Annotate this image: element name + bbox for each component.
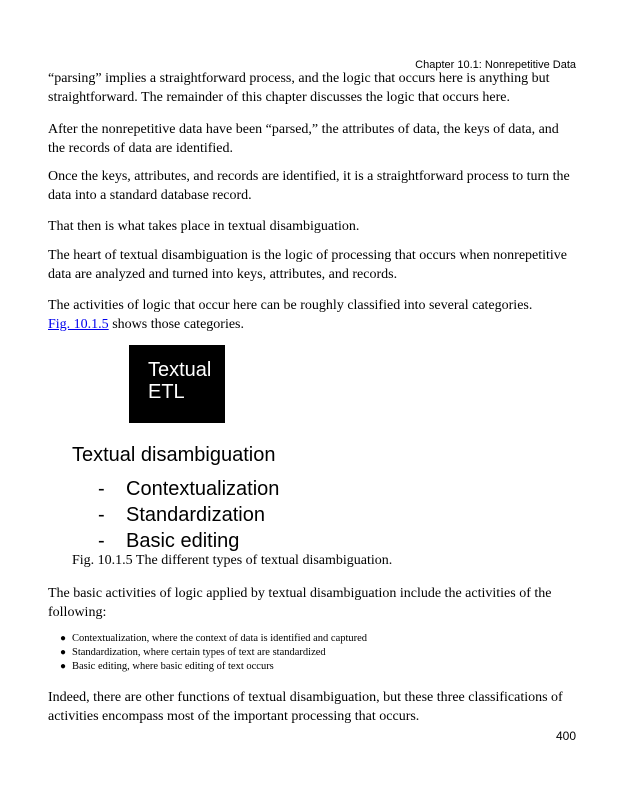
textual-etl-line1: Textual	[148, 359, 212, 381]
paragraph-basic-activities: The basic activities of logic applied by textual disambiguation include the activities of the following:	[48, 586, 552, 620]
paragraph-keys-identified: Once the keys, attributes, and records are identified, it is a straightforward process to turn the data into a standard database record.	[48, 169, 570, 203]
figure-category-item	[98, 530, 239, 553]
page-number: 400	[555, 729, 576, 743]
figure-link[interactable]: Fig. 10.1.5	[48, 316, 109, 332]
bullet-dot-icon: ●	[60, 661, 67, 672]
textual-etl-label	[148, 359, 211, 403]
bullet-item	[60, 632, 367, 646]
bullet-item	[60, 660, 367, 674]
paragraph-parsing: “parsing” implies a straightforward process, and the logic that occurs here is anything but straightforward. The remainder of this chapter discusses the logic that occurs here.	[48, 71, 550, 105]
figure-heading: Textual disambiguation	[72, 444, 276, 466]
bullet-dot-icon: ●	[60, 633, 67, 644]
running-header: Chapter 10.1: Nonrepetitive Data	[415, 59, 576, 71]
figure-category-label: Standardization	[126, 504, 265, 526]
bullet-text: Standardization, where certain types of text are standardized	[72, 647, 326, 658]
figure-category-item	[98, 478, 279, 501]
activities-bullet-list	[60, 632, 367, 674]
paragraph-closing: Indeed, there are other functions of textual disambiguation, but these three classifications of activities encompass most of the important processing that occurs.	[48, 690, 563, 724]
figure-dash: -	[98, 530, 105, 552]
paragraph-heart-of-logic: The heart of textual disambiguation is the logic of processing that occurs when nonrepetitive data are analyzed and turned into keys, attributes, and records.	[48, 248, 568, 282]
paragraph-categories	[48, 297, 576, 334]
paragraph-parsed-attributes: After the nonrepetitive data have been “parsed,” the attributes of data, the keys of data, and the records of data are identified.	[48, 122, 559, 156]
bullet-dot-icon: ●	[60, 647, 67, 658]
categories-text-tail: shows those categories.	[108, 316, 244, 332]
bullet-text: Contextualization, where the context of data is identified and captured	[72, 633, 368, 644]
bullet-item	[60, 646, 367, 660]
figure-dash: -	[98, 504, 105, 526]
figure-category-label: Basic editing	[126, 530, 240, 552]
paragraph-textual-disambiguation: That then is what takes place in textual disambiguation.	[48, 219, 360, 234]
figure-category-item	[98, 504, 265, 527]
figure-category-label: Contextualization	[126, 478, 280, 500]
bullet-text: Basic editing, where basic editing of text occurs	[72, 661, 274, 672]
categories-text: The activities of logic that occur here can be roughly classified into several categories.	[48, 298, 533, 313]
figure-caption: Fig. 10.1.5 The different types of textual disambiguation.	[72, 553, 393, 568]
figure-dash: -	[98, 478, 105, 500]
textual-etl-line2: ETL	[148, 381, 185, 403]
textual-etl-box	[129, 345, 225, 423]
